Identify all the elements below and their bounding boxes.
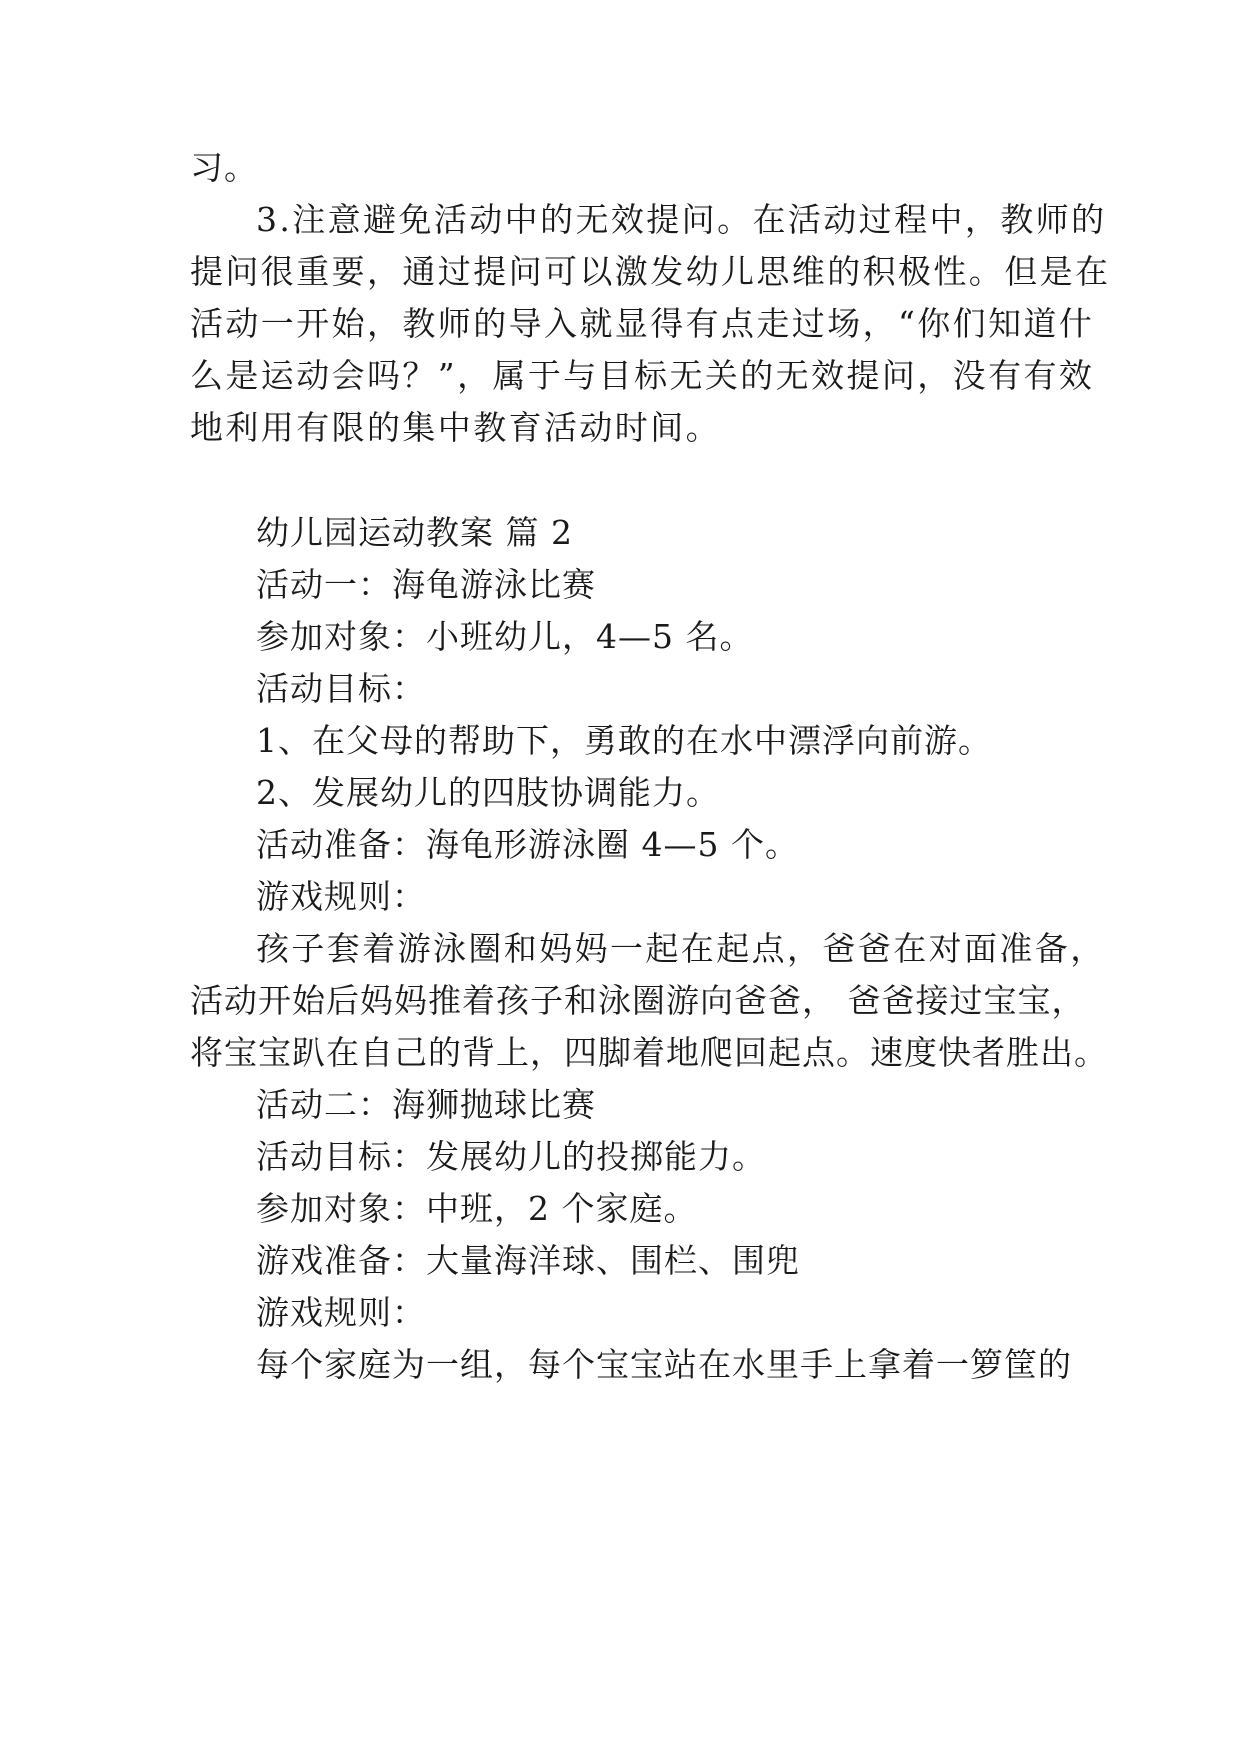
point3-line-1: 3.注意避免活动中的无效提问。在活动过程中，教师的 <box>256 200 1107 239</box>
activity1-rules-label: 游戏规则： <box>256 877 426 916</box>
point3-line-3: 活动一开始，教师的导入就显得有点走过场，“你们知道什 <box>190 304 1095 343</box>
continued-text-line: 习。 <box>190 148 258 187</box>
activity1-goals-label: 活动目标： <box>256 669 426 708</box>
activity1-rules-line-1: 孩子套着游泳圈和妈妈一起在起点，爸爸在对面准备， <box>256 929 1106 968</box>
activity2-preparation: 游戏准备：大量海洋球、围栏、围兜 <box>256 1241 800 1280</box>
point3-line-4: 么是运动会吗？”，属于与目标无关的无效提问，没有有效 <box>190 356 1095 395</box>
activity2-goal: 活动目标：发展幼儿的投掷能力。 <box>256 1137 766 1176</box>
activity1-rules-line-2: 活动开始后妈妈推着孩子和泳圈游向爸爸， 爸爸接过宝宝， <box>190 981 1086 1020</box>
activity1-participants: 参加对象：小班幼儿，4—5 名。 <box>256 617 754 656</box>
activity1-title: 活动一：海龟游泳比赛 <box>256 565 596 604</box>
section-heading: 幼儿园运动教案 篇 2 <box>256 513 573 552</box>
activity1-goal-2: 2、发展幼儿的四肢协调能力。 <box>256 773 720 812</box>
activity2-title: 活动二：海狮抛球比赛 <box>256 1085 596 1124</box>
point3-line-5: 地利用有限的集中教育活动时间。 <box>190 408 721 447</box>
activity1-goal-1: 1、在父母的帮助下，勇敢的在水中漂浮向前游。 <box>256 721 992 760</box>
activity2-rules-label: 游戏规则： <box>256 1293 426 1332</box>
activity1-rules-line-3: 将宝宝趴在自己的背上，四脚着地爬回起点。速度快者胜出。 <box>190 1033 1108 1072</box>
activity1-preparation: 活动准备：海龟形游泳圈 4—5 个。 <box>256 825 799 864</box>
point3-line-2: 提问很重要，通过提问可以激发幼儿思维的积极性。但是在 <box>190 252 1111 291</box>
activity2-rules-line-1: 每个家庭为一组，每个宝宝站在水里手上拿着一箩筐的 <box>256 1345 1072 1384</box>
activity2-participants: 参加对象：中班，2 个家庭。 <box>256 1189 698 1228</box>
